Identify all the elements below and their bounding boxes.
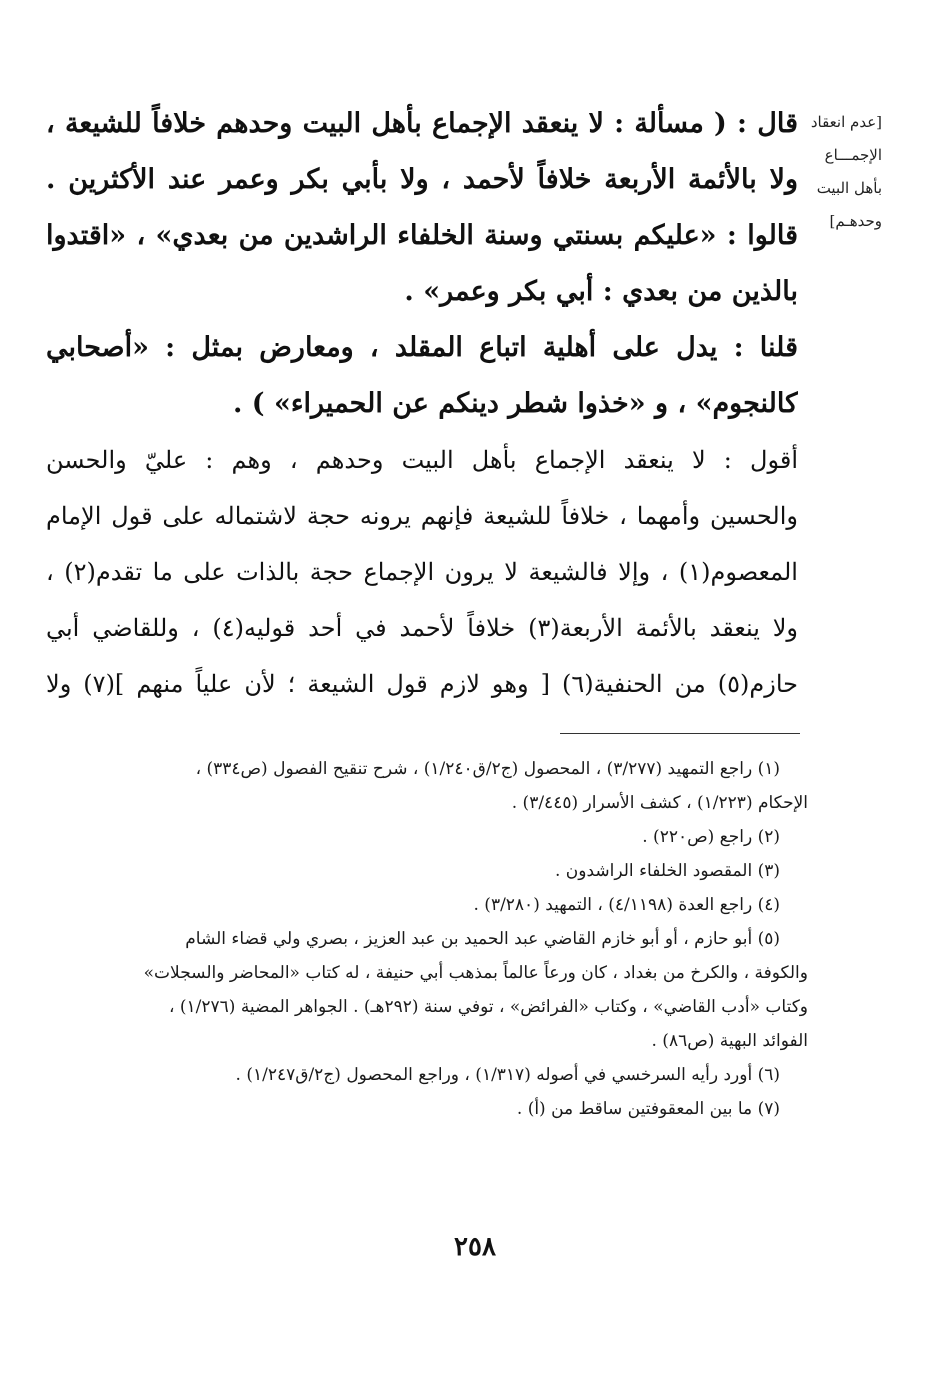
text-line: أقول : لا ينعقد الإجماع بأهل البيت وحدهم ، وهم : عليّ والحسن xyxy=(46,446,798,474)
footnote-line: (١) راجع التمهيد (٣/٢٧٧) ، المحصول (ج٢/ق١/٢٤٠) ، شرح تنقيح الفصول (ص٣٣٤) ، xyxy=(195,759,780,779)
margin-note xyxy=(792,106,882,238)
footnote-line: (٥) أبو حازم ، أو أبو خازم القاضي عبد الحميد بن عبد العزيز ، بصري ولي قضاء الشام xyxy=(185,929,780,949)
footnote-line: الإحكام (١/٢٢٣) ، كشف الأسرار (٣/٤٤٥) . xyxy=(511,793,808,813)
footnote-line: (٤) راجع العدة (٤/١١٩٨) ، التمهيد (٣/٢٨٠) . xyxy=(473,895,780,915)
margin-note-line: الإجمـــاع xyxy=(824,146,882,164)
margin-note-line: وحدهـم] xyxy=(829,212,882,230)
text-line: كالنجوم» ، و «خذوا شطر دينكم عن الحميراء» ) . xyxy=(232,388,798,419)
text-line: قلنا : يدل على أهلية اتباع المقلد ، ومعارض بمثل : «أصحابي xyxy=(46,332,798,363)
text-line: ولا ينعقد بالأئمة الأربعة(٣) خلافاً لأحمد في أحد قوليه(٤) ، وللقاضي أبي xyxy=(46,614,798,642)
text-line: قالوا : «عليكم بسنتي وسنة الخلفاء الراشدين من بعدي» ، «اقتدوا xyxy=(46,220,798,251)
margin-note-line: [عدم انعقاد xyxy=(810,113,882,131)
footnote-line: والكوفة ، والكرخ من بغداد ، كان ورعاً عالماً بمذهب أبي حنيفة ، له كتاب «المحاضر والسجلات» xyxy=(143,963,808,983)
text-line: المعصوم(١) ، وإلا فالشيعة لا يرون الإجماع حجة بالذات على ما تقدم(٢) ، xyxy=(46,558,798,586)
footnote-line: الفوائد البهية (ص٨٦) . xyxy=(651,1031,808,1051)
main-text xyxy=(46,96,798,712)
footnote-line: (٧) ما بين المعقوفتين ساقط من (أ) . xyxy=(516,1099,780,1119)
footnote-line: (٦) أورد رأيه السرخسي في أصوله (١/٣١٧) ، وراجع المحصول (ج٢/ق١/٢٤٧) . xyxy=(235,1065,780,1085)
text-line: والحسين وأمهما ، خلافاً للشيعة فإنهم يرونه حجة لاشتماله على قول الإمام xyxy=(46,502,798,530)
margin-note-line: بأهل البيت xyxy=(816,179,882,197)
footnotes xyxy=(38,752,808,1126)
text-line: ولا بالأئمة الأربعة خلافاً لأحمد ، ولا بأبي بكر وعمر عند الأكثرين . xyxy=(46,164,798,195)
footnote-line: (٣) المقصود الخلفاء الراشدون . xyxy=(554,861,780,881)
text-line: قال : ( مسألة : لا ينعقد الإجماع بأهل البيت وحدهم خلافاً للشيعة ، xyxy=(46,108,798,139)
page-number: ٢٥٨ xyxy=(454,1232,496,1262)
footnote-line: (٢) راجع (ص٢٢٠) . xyxy=(642,827,780,847)
text-line: حازم(٥) من الحنفية(٦) [ وهو لازم قول الشيعة ؛ لأن علياً منهم ](٧) ولا xyxy=(46,670,798,698)
footnote-separator xyxy=(560,733,800,734)
text-line: بالذين من بعدي : أبي بكر وعمر» . xyxy=(404,276,798,307)
footnote-line: وكتاب «أدب القاضي» ، وكتاب «الفرائض» ، توفي سنة (٢٩٢هـ) . الجواهر المضية (١/٢٧٦) ، xyxy=(168,997,808,1017)
